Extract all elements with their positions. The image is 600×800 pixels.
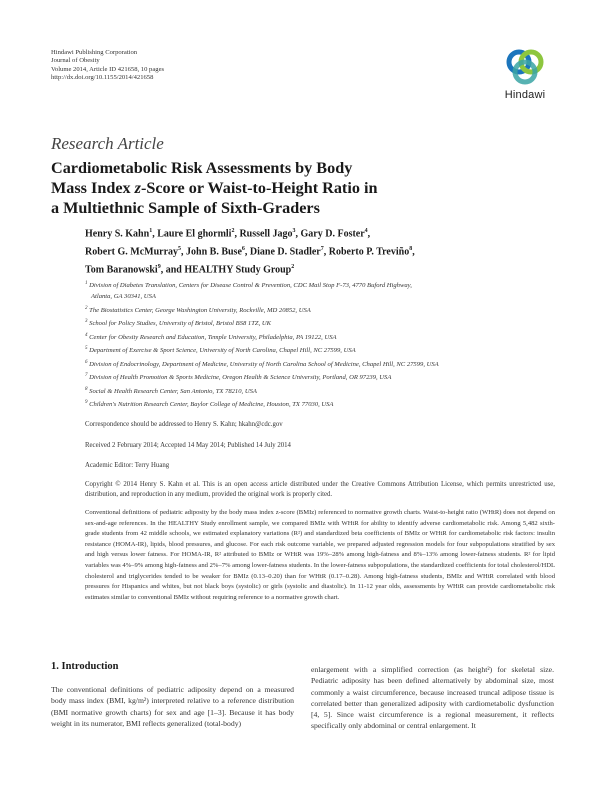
correspondence-note: Correspondence should be addressed to Henry S. Kahn; hkahn@cdc.gov <box>85 421 283 428</box>
publisher-name: Hindawi Publishing Corporation <box>51 49 138 56</box>
author-name: Laure El ghormli <box>157 228 232 240</box>
hindawi-logo-icon <box>503 47 547 87</box>
body-text-left-column: The conventional definitions of pediatric adiposity depend on a measured body mass index (BMI, kg/m²) interpreted relative to a reference distribution (BMI normative growth charts) for sex and age [1–3]. Because it has body weight in its numerator, BMI reflects generalized (total-body) <box>51 685 294 728</box>
publication-dates: Received 2 February 2014; Accepted 14 May 2014; Published 14 July 2014 <box>85 442 291 449</box>
affiliation-item: $^6$ Division of Endocrinology, Department of Medicine, University of North Carolina School of Medicine, Chapel Hill, NC 27599, USA <box>85 359 439 368</box>
abstract-text: Conventional definitions of pediatric adiposity by the body mass index z-score (BMIz) referenced to normative growth charts. Waist-to-height ratio (WHtR) does not depend on sex-and-age references. In the HEALTHY Study enrollment sample, we compared BMIz with WHtR for ability to identify adverse cardiometabolic risk. Among 5,482 sixth-grade students from 42 middle schools, we estimated explanatory variations (R²) and standardized beta coefficients of BMIz or WHtR for cardiometabolic risk factors: insulin resistance (HOMA-IR), lipids, blood pressures, and glucose. For each risk outcome variable, we prepared adjusted regression models for four subpopulations stratified by sex and high versus lower fatness. For HOMA-IR, R² attributed to BMIz or WHtR was 19%–28% among high-fatness and 8%–13% among lower-fatness students. R² for lipid variables was 4%–9% among high-fatness and 2%–7% among lower-fatness students. In the lower-fatness subpopulations, the standardized coefficients for total cholesterol/HDL cholesterol and triglycerides tended to be weaker for BMIz (0.13–0.20) than for WHtR (0.17–0.28). Among high-fatness students, BMIz and WHtR correlated with blood pressures for Hispanics and whites, but not black boys (systolic) or girls (systolic and diastolic). In 11-12 year olds, assessments by WHtR can provide cardiometabolic risk estimates similar to conventional BMIz without requiring reference to a normative growth chart. <box>85 509 555 601</box>
affiliation-continuation: Atlanta, GA 30341, USA <box>91 293 156 301</box>
author-affiliation-marker: 9 <box>157 264 161 271</box>
author-affiliation-marker: 3 <box>292 228 296 234</box>
copyright-notice: Copyright © 2014 Henry S. Kahn et al. This is an open access article distributed under the Creative Commons Attribution License, which permits unrestricted use, distribution, and reproduction in any medium, provided the original work is properly cited. <box>85 481 555 498</box>
author-name: Diane D. Stadler <box>249 246 321 258</box>
author-affiliation-marker: 2 <box>231 228 235 234</box>
article-type: Research Article <box>51 134 164 153</box>
affiliation-list <box>85 278 565 411</box>
author-affiliation-marker: 4 <box>364 228 368 234</box>
affiliation-item: $^9$ Children's Nutrition Research Center, Baylor College of Medicine, Houston, TX 77030, USA <box>85 400 334 409</box>
affiliation-item: $^5$ Department of Exercise & Sport Science, University of North Carolina, Chapel Hill, NC 27599, USA <box>85 346 356 355</box>
author-name: Tom Baranowski <box>85 264 158 276</box>
affiliation-item: $^8$ Social & Health Research Center, San Antonio, TX 78210, USA <box>85 386 257 395</box>
author-affiliation-marker: 8 <box>409 246 413 253</box>
author-affiliation-marker: 1 <box>149 228 153 234</box>
author-list: Henry S. Kahn$^1$, Laure El ghormli$^2$, Russell Jago$^3$, Gary D. Foster$^4$, Robert G. McMurray$^5$, John B. Buse$^6$, Diane D. Stadler$^7$, Roberto P. Treviño$^8$, Tom Baranowski$^9$, and HEALTHY Study Group$^2$ <box>85 228 415 276</box>
affiliation-item: $^4$ Center for Obesity Research and Education, Temple University, Philadelphia, PA 19122, USA <box>85 332 337 341</box>
author-name: John B. Buse <box>186 246 242 258</box>
doi-link[interactable]: http://dx.doi.org/10.1155/2014/421658 <box>51 74 154 82</box>
affiliation-item: $^2$ The Biostatistics Center, George Washington University, Rockville, MD 20852, USA <box>85 305 311 314</box>
volume-info: Volume 2014, Article ID 421658, 10 pages <box>51 65 165 73</box>
author-name: Roberto P. Treviño <box>328 246 410 258</box>
journal-name: Journal of Obesity <box>51 57 100 65</box>
body-text-right-column: enlargement with a simplified correction (as height²) for skeletal size. Pediatric adiposity has been defined alternatively by abdominal size, most commonly a waist circumference, because increased truncal adipose tissue is correlated better than generalized adiposity with cardiometabolic dysfunction [4, 5]. Since waist circumference is a regional measurement, it reflects specifically only abdominal or central enlargement. It <box>311 665 554 731</box>
academic-editor: Academic Editor: Terry Huang <box>85 462 170 469</box>
author-affiliation-marker: 2 <box>291 264 295 271</box>
publication-info <box>51 49 164 83</box>
author-affiliation-marker: 6 <box>241 246 245 253</box>
author-name: Henry S. Kahn <box>85 228 150 240</box>
affiliation-item: $^1$ Division of Diabetes Translation, Centers for Disease Control & Prevention, CDC Mail Stop F-73, 4770 Buford Highway, <box>85 281 412 290</box>
author-affiliation-marker: 7 <box>320 246 324 253</box>
affiliation-item: $^3$ School for Policy Studies, University of Bristol, Bristol BS8 1TZ, UK <box>85 319 272 328</box>
section-heading: 1. Introduction <box>51 661 119 672</box>
logo-text: Hindawi <box>504 89 546 101</box>
author-name: Gary D. Foster <box>300 228 365 240</box>
author-name: Russell Jago <box>239 228 293 240</box>
hindawi-logo <box>496 47 554 107</box>
paper-title: Cardiometabolic Risk Assessments by Body Mass Index z-Score or Waist-to-Height Ratio in a Multiethnic Sample of Sixth-Graders <box>51 159 378 218</box>
affiliation-item: $^7$ Division of Health Promotion & Sports Medicine, Oregon Health & Science University, Portland, OR 97239, USA <box>85 373 392 382</box>
author-name: HEALTHY Study Group <box>184 264 292 276</box>
author-affiliation-marker: 5 <box>178 246 182 253</box>
author-name: Robert G. McMurray <box>85 246 179 258</box>
